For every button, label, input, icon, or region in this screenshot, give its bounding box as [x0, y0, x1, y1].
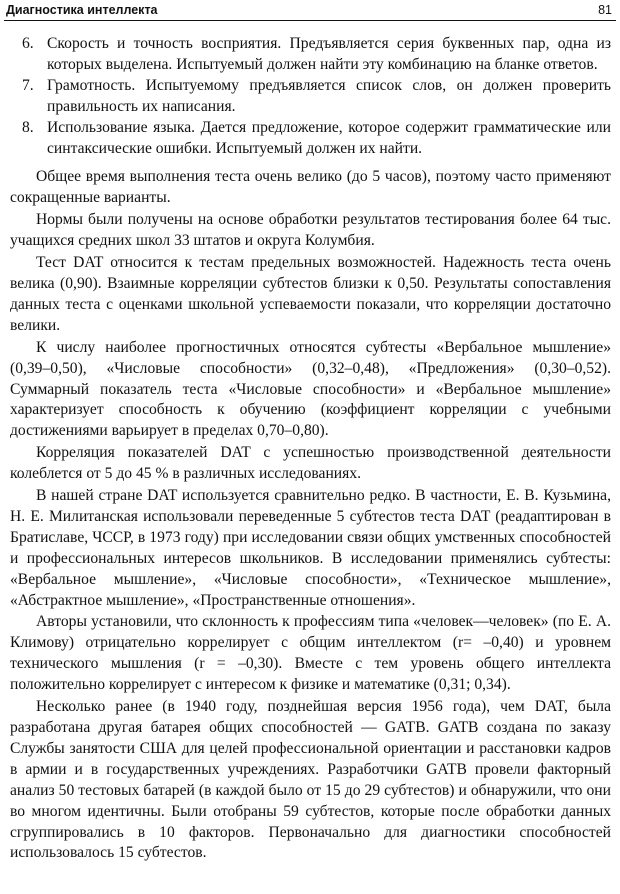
page-number: 81 — [598, 3, 612, 17]
list-item-text: Грамотность. Испытуемому предъявляется список слов, он должен проверить правильность их написания. — [47, 76, 611, 115]
paragraph: Тест DAT относится к тестам предельных возможностей. Надежность теста очень велика (0,90). Взаимные корреляции субтестов близки к 0,50. Результаты сопоставления данных теста с оценками школьной успеваемости показали, что корреляции достаточно велики. — [10, 254, 611, 334]
paragraph: Авторы установили, что склонность к профессиям типа «человек—человек» (по Е. А. Климову) отрицательно коррелирует с общим интеллектом (r= –0,40) и уровнем технического мышления (r = –0,30). Вместе с тем уровень общего интеллекта положительно коррелирует с интересом к физике и математике (0,31; 0,34). — [10, 613, 611, 694]
list-item — [10, 34, 611, 76]
paragraph: Корреляция показателей DAT с успешностью производственной деятельности колеблется от 5 до 45 % в различных исследованиях. — [10, 444, 611, 483]
paragraph: Несколько ранее (в 1940 году, позднейшая версия 1956 года), чем DAT, была разработана другая батарея общих способностей — GATB. GATB создана по заказу Службы занятости США для целей профессиональной ориентации и расстановки кадров в армии и в государственных учреждениях. Разработчики GATB провели факторный анализ 50 тестовых батарей (в каждой было от 15 до 29 субтестов) и обнаружили, что они во многом идентичны. Были отобраны 59 субтестов, которые после обработки данных сгруппировались в 10 факторов. Первоначально для диагностики способностей использовалось 15 субтестов. — [10, 698, 611, 862]
list-item-number: 7. — [22, 76, 34, 94]
subtest-list — [10, 34, 611, 159]
list-item — [10, 118, 611, 160]
list-item — [10, 76, 611, 118]
paragraph: Нормы были получены на основе обработки результатов тестирования более 64 тыс. учащихся средних школ 33 штатов и округа Колумбия. — [10, 211, 611, 250]
list-item-text: Скорость и точность восприятия. Предъявляется серия буквенных пар, одна из которых выделена. Испытуемый должен найти эту комбинацию на бланке ответов. — [47, 35, 611, 73]
paragraph: Общее время выполнения теста очень велико (до 5 часов), поэтому часто применяют сокращенные варианты. — [10, 168, 611, 207]
running-title: Диагностика интеллекта — [6, 3, 158, 17]
paragraph: К числу наиболее прогностичных относятся субтесты «Вербальное мышление» (0,39–0,50), «Числовые способности» (0,32–0,48), «Предложения» (0,30–0,52). Суммарный показатель теста «Числовые способности» и «Вербальное мышление» характеризует способность к обучению (коэффициент корреляции с учебными достижениями варьирует в пределах 0,70–0,80). — [10, 338, 611, 440]
paragraph: В нашей стране DAT используется сравнительно редко. В частности, Е. В. Кузьмина, Н. Е. Милитанская использовали переведенные 5 субтестов теста DAT (реадаптирован в Братиславе, ЧССР, в 1973 году) при исследовании связи общих умственных способностей и профессиональных интересов школьников. В исследовании применялись субтесты: «Вербальное мышление», «Числовые способности», «Техническое мышление», «Абстрактное мышление», «Пространственные отношения». — [10, 487, 611, 609]
list-item-number: 8. — [22, 118, 34, 136]
list-item-text: Использование языка. Дается предложение, которое содержит грамматические или синтаксические ошибки. Испытуемый должен их найти. — [47, 118, 611, 157]
running-header — [4, 2, 616, 21]
page-body — [10, 34, 611, 864]
list-item-number: 6. — [22, 35, 34, 52]
